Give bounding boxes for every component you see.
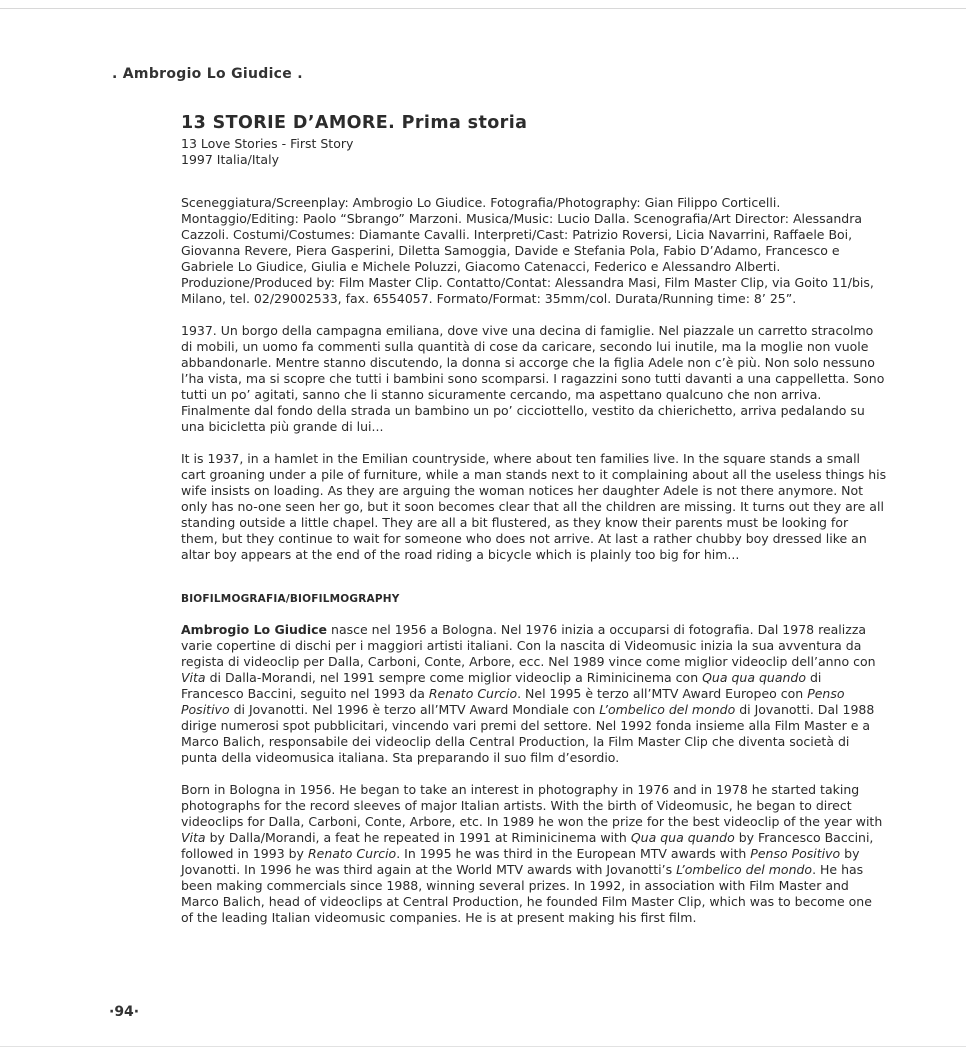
bio-en-title-renato-curcio: Renato Curcio: [307, 846, 397, 861]
film-title: 13 STORIE D’AMORE. Prima storia: [181, 113, 528, 133]
bio-it-title-qua-qua-quando: Qua qua quando: [702, 670, 806, 685]
bio-en-text-4: . In 1995 he was third in the European MTV awards with: [396, 846, 751, 861]
bio-it-title-ombelico: L’ombelico del mondo: [599, 702, 736, 717]
biography-italian: [181, 622, 887, 766]
bio-en-title-vita: Vita: [181, 830, 206, 845]
bio-en-text-6: . He has been making commercials since 1988, winning several prizes. In 1992, in association with Film Master and Marco Balich, head of videoclips at Central Production, he founded Film Master Clip, which was to become one of the leading Italian videomusic companies. He is at present making his first film.: [181, 862, 872, 925]
bio-en-title-qua-qua-quando: Qua qua quando: [630, 830, 735, 845]
film-subtitle: 13 Love Stories - First Story: [181, 136, 354, 151]
bio-it-title-renato-curcio: Renato Curcio: [428, 686, 518, 701]
bio-en-title-penso-positivo: Penso Positivo: [750, 846, 841, 861]
bio-en-text-1: Born in Bologna in 1956. He began to take an interest in photography in 1976 and in 1978 he started taking photographs for the record sleeves of major Italian artists. With the birth of Videomusic, he began to direct videoclips for Dalla, Carboni, Conte, Arbore, etc. In 1989 he won the prize for the best videoclip of the year with: [181, 782, 883, 829]
film-entry: [181, 112, 887, 926]
running-header-author: . Ambrogio Lo Giudice .: [112, 66, 303, 82]
bottom-rule: [0, 1046, 966, 1047]
bio-it-title-penso-positivo: Penso Positivo: [181, 686, 845, 717]
bio-en-text-2: by Dalla/Morandi, a feat he repeated in 1991 at Riminicinema with: [205, 830, 631, 845]
bio-en-title-ombelico: L’ombelico del mondo: [676, 862, 813, 877]
biography-english: [181, 782, 887, 926]
biofilmography-heading: BIOFILMOGRAFIA/BIOFILMOGRAPHY: [181, 593, 400, 605]
page-number: ·94·: [109, 1004, 140, 1020]
director-name: Ambrogio Lo Giudice: [181, 622, 328, 637]
bio-it-title-vita: Vita: [181, 670, 206, 685]
bio-it-text-4: . Nel 1995 è terzo all’MTV Award Europeo con: [517, 686, 808, 701]
bio-en-text-5: by Jovanotti. In 1996 he was third again at the World MTV awards with Jovanotti’s: [181, 846, 860, 877]
film-year-country: 1997 Italia/Italy: [181, 152, 279, 167]
bio-it-text-3: di Francesco Baccini, seguito nel 1993 da: [181, 670, 822, 701]
bio-it-text-6: di Jovanotti. Dal 1988 dirige numerosi spot pubblicitari, vincendo vari premi del settore. Nel 1992 fonda insieme alla Film Master e a Marco Balich, responsabile dei videoclip della Central Production, la Film Master Clip che diventa società di punta della videomusica italiana. Sta preparando il suo film d’esordio.: [181, 702, 875, 765]
bio-it-text-5: di Jovanotti. Nel 1996 è terzo all’MTV Award Mondiale con: [229, 702, 600, 717]
bio-en-text-3: by Francesco Baccini, followed in 1993 by: [181, 830, 874, 861]
synopsis-italian: 1937. Un borgo della campagna emiliana, dove vive una decina di famiglie. Nel piazzale un carretto stracolmo di mobili, un uomo fa commenti sulla quantità di cose da caricare, secondo lui inutile, ma la moglie non vuole abbandonarle. Mentre stanno discutendo, la donna si accorge che la figlia Adele non c’è più. Non solo nessuno l’ha vista, ma si scopre che tutti i bambini sono scomparsi. I ragazzini sono tutti davanti a una cappelletta. Sono tutti un po’ agitati, sanno che li stanno sicuramente cercando, ma aspettano qualcuno che non arriva. Finalmente dal fondo della strada un bambino un po’ cicciottello, vestito da chierichetto, arriva pedalando su una bicicletta più grande di lui...: [181, 323, 885, 434]
synopsis-english: It is 1937, in a hamlet in the Emilian countryside, where about ten families live. In the square stands a small cart groaning under a pile of furniture, while a man stands next to it complaining about all the useless things his wife insists on loading. As they are arguing the woman notices her daughter Adele is not there anymore. Not only has no-one seen her go, but it soon becomes clear that all the children are missing. It turns out they are all standing outside a little chapel. They are all a bit flustered, as they know their parents must be looking for them, but they continue to wait for someone who does not arrive. At last a rather chubby boy dressed like an altar boy appears at the end of the road riding a bicycle which is plainly too big for him...: [181, 451, 887, 562]
bio-it-text-1: nasce nel 1956 a Bologna. Nel 1976 inizia a occuparsi di fotografia. Dal 1978 realizza varie copertine di dischi per i maggiori artisti italiani. Con la nascita di Videomusic inizia la sua avventura da regista di videoclip per Dalla, Carboni, Conte, Arbore, ecc. Nel 1989 vince come miglior videoclip dell’anno con: [181, 622, 876, 669]
top-rule: [0, 8, 966, 9]
bio-it-text-2: di Dalla-Morandi, nel 1991 sempre come miglior videoclip a Riminicinema con: [205, 670, 703, 685]
credits-paragraph: Sceneggiatura/Screenplay: Ambrogio Lo Giudice. Fotografia/Photography: Gian Filippo Corticelli. Montaggio/Editing: Paolo “Sbrango” Marzoni. Musica/Music: Lucio Dalla. Scenografia/Art Director: Alessandra Cazzoli. Costumi/Costumes: Diamante Cavalli. Interpreti/Cast: Patrizio Roversi, Licia Navarrini, Raffaele Boi, Giovanna Revere, Piera Gasperini, Diletta Samoggia, Davide e Stefania Pola, Fabio D’Adamo, Francesco e Gabriele Lo Giudice, Giulia e Michele Poluzzi, Giacomo Catenacci, Federico e Alessandro Alberti. Produzione/Produced by: Film Master Clip. Contatto/Contat: Alessandra Masi, Film Master Clip, via Goito 11/bis, Milano, tel. 02/29002533, fax. 6554057. Formato/Format: 35mm/col. Durata/Running time: 8’ 25”.: [181, 195, 874, 306]
